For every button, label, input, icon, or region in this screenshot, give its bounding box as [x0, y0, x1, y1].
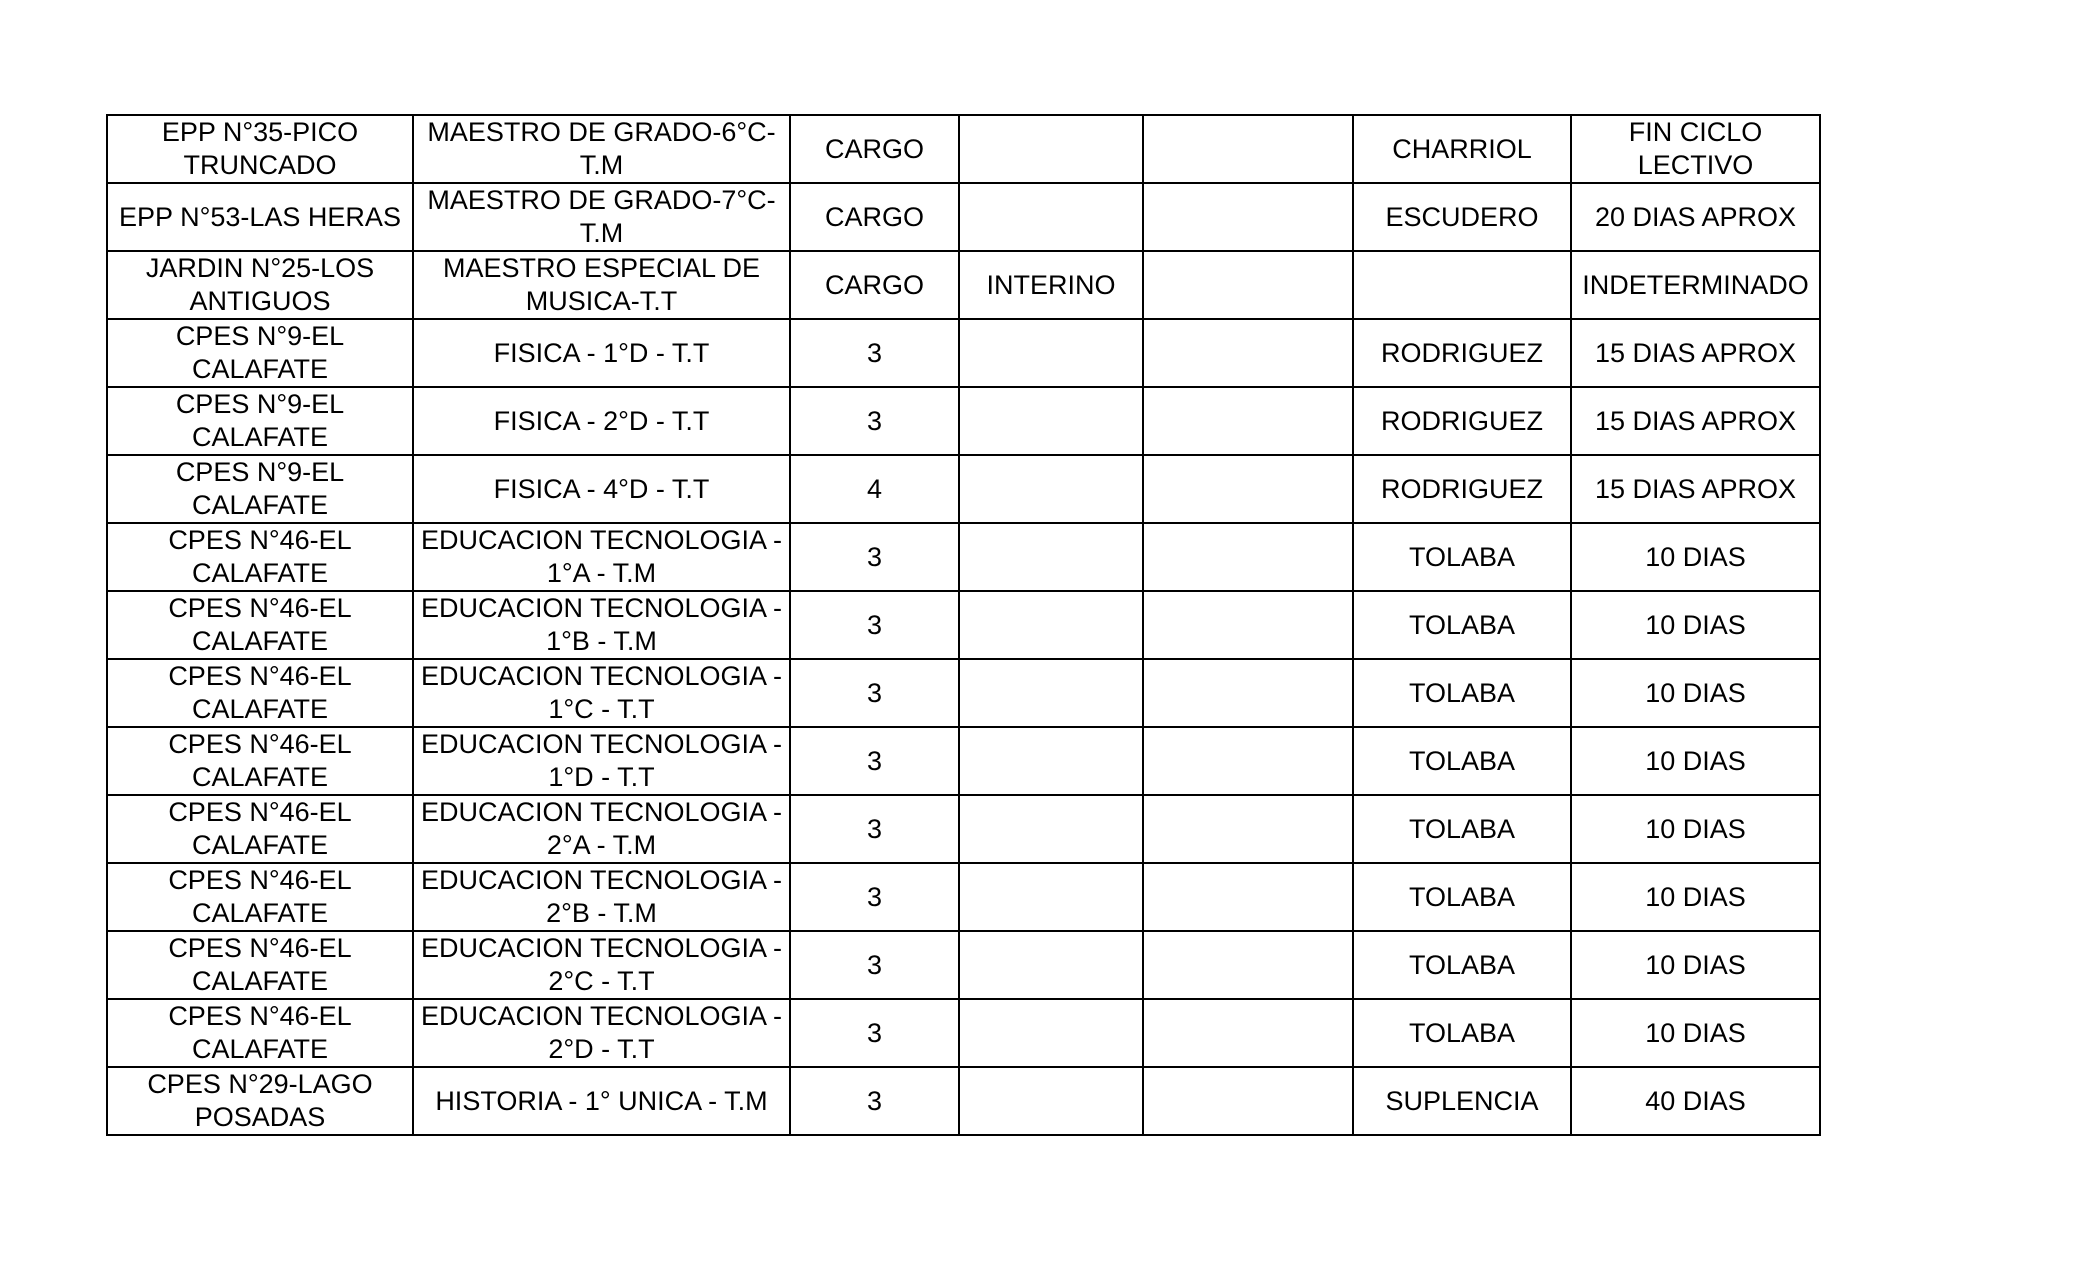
reason-cell: ESCUDERO [1353, 183, 1571, 251]
vacancies-table [106, 114, 1821, 1136]
status-cell [959, 999, 1143, 1067]
subject-cell: MAESTRO ESPECIAL DE MUSICA-T.T [413, 251, 790, 319]
duration-cell: 10 DIAS [1571, 931, 1820, 999]
school-cell: JARDIN N°25-LOS ANTIGUOS [107, 251, 413, 319]
reason-cell: TOLABA [1353, 523, 1571, 591]
reason-cell: TOLABA [1353, 659, 1571, 727]
table-row [107, 659, 1820, 727]
table-row [107, 999, 1820, 1067]
reason-cell: SUPLENCIA [1353, 1067, 1571, 1135]
table-row [107, 863, 1820, 931]
subject-cell: EDUCACION TECNOLOGIA - 1°B - T.M [413, 591, 790, 659]
hours-cell: 3 [790, 863, 959, 931]
status-cell [959, 795, 1143, 863]
empty-cell [1143, 1067, 1353, 1135]
empty-cell [1143, 455, 1353, 523]
duration-cell: 40 DIAS [1571, 1067, 1820, 1135]
status-cell [959, 455, 1143, 523]
subject-cell: EDUCACION TECNOLOGIA - 2°D - T.T [413, 999, 790, 1067]
hours-cell: 4 [790, 455, 959, 523]
school-cell: CPES N°9-EL CALAFATE [107, 319, 413, 387]
status-cell: INTERINO [959, 251, 1143, 319]
reason-cell: TOLABA [1353, 999, 1571, 1067]
status-cell [959, 591, 1143, 659]
empty-cell [1143, 863, 1353, 931]
subject-cell: MAESTRO DE GRADO-7°C-T.M [413, 183, 790, 251]
subject-cell: EDUCACION TECNOLOGIA - 1°D - T.T [413, 727, 790, 795]
hours-cell: 3 [790, 1067, 959, 1135]
reason-cell: TOLABA [1353, 795, 1571, 863]
table-row [107, 795, 1820, 863]
school-cell: CPES N°46-EL CALAFATE [107, 999, 413, 1067]
reason-cell: TOLABA [1353, 863, 1571, 931]
empty-cell [1143, 115, 1353, 183]
subject-cell: HISTORIA - 1° UNICA - T.M [413, 1067, 790, 1135]
duration-cell: 10 DIAS [1571, 659, 1820, 727]
school-cell: EPP N°53-LAS HERAS [107, 183, 413, 251]
hours-cell: 3 [790, 931, 959, 999]
school-cell: CPES N°29-LAGO POSADAS [107, 1067, 413, 1135]
table-row [107, 727, 1820, 795]
table-row [107, 455, 1820, 523]
school-cell: CPES N°9-EL CALAFATE [107, 455, 413, 523]
status-cell [959, 931, 1143, 999]
status-cell [959, 183, 1143, 251]
hours-cell: CARGO [790, 251, 959, 319]
school-cell: CPES N°46-EL CALAFATE [107, 727, 413, 795]
subject-cell: EDUCACION TECNOLOGIA - 1°C - T.T [413, 659, 790, 727]
hours-cell: 3 [790, 795, 959, 863]
duration-cell: 15 DIAS APROX [1571, 455, 1820, 523]
empty-cell [1143, 523, 1353, 591]
table-row [107, 319, 1820, 387]
school-cell: CPES N°46-EL CALAFATE [107, 659, 413, 727]
hours-cell: 3 [790, 591, 959, 659]
table-row [107, 115, 1820, 183]
hours-cell: 3 [790, 387, 959, 455]
school-cell: CPES N°46-EL CALAFATE [107, 795, 413, 863]
duration-cell: 20 DIAS APROX [1571, 183, 1820, 251]
status-cell [959, 115, 1143, 183]
school-cell: CPES N°46-EL CALAFATE [107, 931, 413, 999]
duration-cell: 15 DIAS APROX [1571, 319, 1820, 387]
table-body [107, 115, 1820, 1135]
empty-cell [1143, 591, 1353, 659]
subject-cell: EDUCACION TECNOLOGIA - 2°C - T.T [413, 931, 790, 999]
hours-cell: CARGO [790, 183, 959, 251]
duration-cell: 10 DIAS [1571, 795, 1820, 863]
duration-cell: INDETERMINADO [1571, 251, 1820, 319]
subject-cell: EDUCACION TECNOLOGIA - 2°B - T.M [413, 863, 790, 931]
duration-cell: 15 DIAS APROX [1571, 387, 1820, 455]
empty-cell [1143, 727, 1353, 795]
reason-cell: TOLABA [1353, 591, 1571, 659]
duration-cell: 10 DIAS [1571, 727, 1820, 795]
subject-cell: MAESTRO DE GRADO-6°C-T.M [413, 115, 790, 183]
empty-cell [1143, 387, 1353, 455]
empty-cell [1143, 659, 1353, 727]
hours-cell: 3 [790, 999, 959, 1067]
status-cell [959, 659, 1143, 727]
school-cell: CPES N°46-EL CALAFATE [107, 523, 413, 591]
reason-cell: RODRIGUEZ [1353, 455, 1571, 523]
duration-cell: 10 DIAS [1571, 999, 1820, 1067]
subject-cell: FISICA - 2°D - T.T [413, 387, 790, 455]
subject-cell: FISICA - 4°D - T.T [413, 455, 790, 523]
reason-cell: RODRIGUEZ [1353, 387, 1571, 455]
table-row [107, 1067, 1820, 1135]
table-row [107, 523, 1820, 591]
duration-cell: 10 DIAS [1571, 523, 1820, 591]
school-cell: EPP N°35-PICO TRUNCADO [107, 115, 413, 183]
empty-cell [1143, 319, 1353, 387]
status-cell [959, 863, 1143, 931]
table-row [107, 931, 1820, 999]
empty-cell [1143, 999, 1353, 1067]
empty-cell [1143, 795, 1353, 863]
hours-cell: 3 [790, 523, 959, 591]
hours-cell: CARGO [790, 115, 959, 183]
school-cell: CPES N°46-EL CALAFATE [107, 863, 413, 931]
reason-cell [1353, 251, 1571, 319]
empty-cell [1143, 251, 1353, 319]
status-cell [959, 319, 1143, 387]
reason-cell: CHARRIOL [1353, 115, 1571, 183]
table-row [107, 251, 1820, 319]
duration-cell: 10 DIAS [1571, 591, 1820, 659]
empty-cell [1143, 931, 1353, 999]
status-cell [959, 523, 1143, 591]
reason-cell: TOLABA [1353, 727, 1571, 795]
status-cell [959, 1067, 1143, 1135]
table-row [107, 387, 1820, 455]
table-row [107, 183, 1820, 251]
subject-cell: FISICA - 1°D - T.T [413, 319, 790, 387]
reason-cell: RODRIGUEZ [1353, 319, 1571, 387]
table-row [107, 591, 1820, 659]
hours-cell: 3 [790, 319, 959, 387]
hours-cell: 3 [790, 727, 959, 795]
duration-cell: FIN CICLO LECTIVO [1571, 115, 1820, 183]
hours-cell: 3 [790, 659, 959, 727]
status-cell [959, 727, 1143, 795]
empty-cell [1143, 183, 1353, 251]
school-cell: CPES N°9-EL CALAFATE [107, 387, 413, 455]
reason-cell: TOLABA [1353, 931, 1571, 999]
subject-cell: EDUCACION TECNOLOGIA - 1°A - T.M [413, 523, 790, 591]
document-sheet [106, 114, 1821, 1136]
subject-cell: EDUCACION TECNOLOGIA - 2°A - T.M [413, 795, 790, 863]
school-cell: CPES N°46-EL CALAFATE [107, 591, 413, 659]
status-cell [959, 387, 1143, 455]
duration-cell: 10 DIAS [1571, 863, 1820, 931]
